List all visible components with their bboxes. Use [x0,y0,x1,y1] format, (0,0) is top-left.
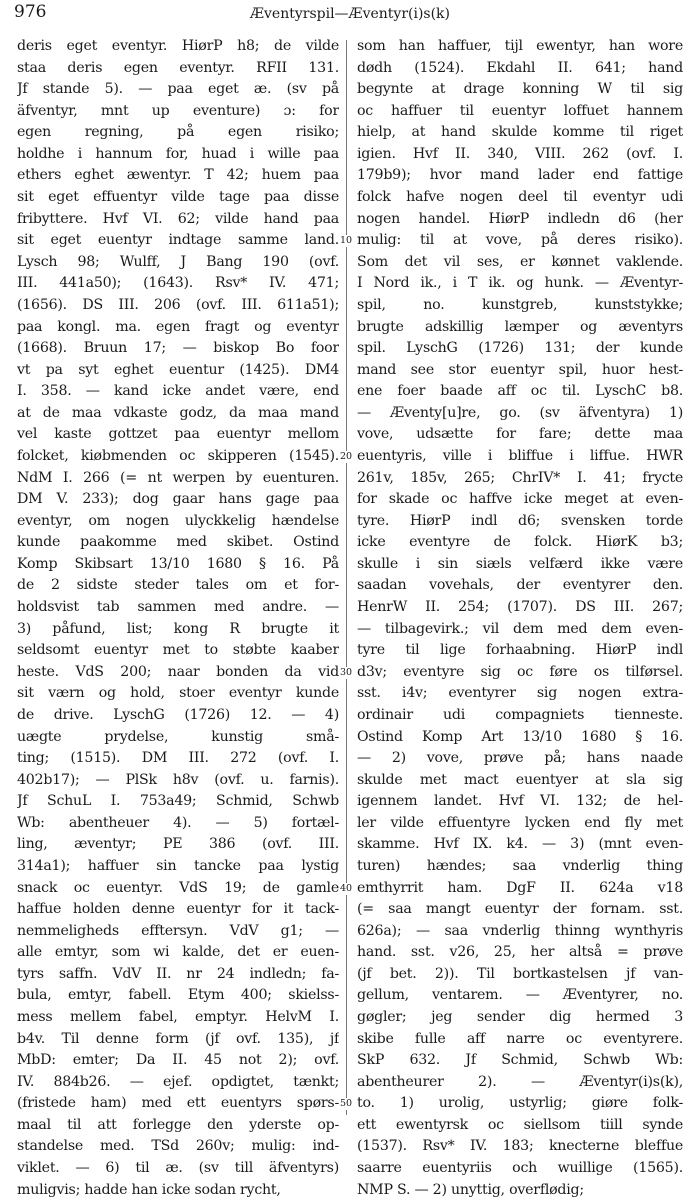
text-line: sit eget euentyr indtage samme land. [17,232,339,249]
text-line: ordinair udi compagniets tienneste. [357,706,683,723]
text-line: d3v; eventyre sig oc føre os tilførsel. [357,663,683,680]
text-line: 402b17); — PlSk h8v (ovf. u. farnis). [17,771,339,788]
text-line: skamme. Hvf IX. k4. — 3) (mnt even- [357,836,683,853]
text-line: snack oc euentyr. VdS 19; de gamle [17,879,339,896]
text-line: NdM I. 266 (= nt werpen by euenturen. [17,469,339,486]
text-line: gøgler; jeg sender dig hermed 3 [357,1009,683,1026]
text-line: hand. sst. v26, 25, her altså = prøve [357,944,683,961]
text-line: haffue holden denne euentyr for it tack- [17,901,339,918]
text-line: tyre. HiørP indl d6; svensken torde [357,512,683,529]
text-line: 626a); — saa vnderlig thinng wynthyris [357,922,683,939]
text-line: tyre til lige forhaabning. HiørP indl [357,642,683,659]
text-line: fribyttere. Hvf VI. 62; vilde hand paa [17,210,339,227]
page-number: 976 [14,2,47,22]
text-line: nemmeligheds efftersyn. VdV g1; — [17,922,339,939]
text-line: hielp, at hand skulde komme til riget [357,124,683,141]
right-column [357,36,683,1201]
text-line: gellum, ventarem. — Æventyrer, no. [357,987,683,1004]
text-line: — tilbagevirk.; vil dem med dem even- [357,620,683,637]
text-line: nogen handel. HiørP indledn d6 (her [357,210,683,227]
text-line: eventyr, om nogen ulyckkelig hændelse [17,512,339,529]
text-line: sst. i4v; eventyrer sig nogen extra- [357,685,683,702]
text-line: III. 441a50); (1643). Rsv* IV. 471; [17,275,339,292]
text-line: — Æventy[u]re, go. (sv äfventyra) 1) [357,404,683,421]
text-line: sit værn og hold, stoer eventyr kunde [17,685,339,702]
text-line: euentyris, ville i bliffue i liffue. HWR [357,447,683,464]
text-line: dødh (1524). Ekdahl II. 641; hand [357,59,683,76]
text-line: de drive. LyschG (1726) 12. — 4) [17,706,339,723]
text-line: (= saa mangt euentyr der fornam. sst. [357,901,683,918]
text-line: kunde paakomme med skibet. Ostind [17,534,339,551]
text-line: ting; (1515). DM III. 272 (ovf. I. [17,750,339,767]
text-line: SkP 632. Jf Schmid, Schwb Wb: [357,1052,683,1069]
text-line: spil. LyschG (1726) 131; der kunde [357,340,683,357]
text-line: Komp Skibsart 13/10 1680 § 16. På [17,555,339,572]
text-line: vove, udsætte for fare; dette maa [357,426,683,443]
text-line: icke eventyre de folck. HiørK b3; [357,534,683,551]
text-line: 314a1); haffuer sin tancke paa lystig [17,857,339,874]
text-line: igien. Hvf II. 340, VIII. 262 (ovf. I. [357,145,683,162]
line-number: 20 [339,451,353,463]
text-line: Jf stande 5). — paa eget æ. (sv på [17,81,339,98]
text-line: äfventyr, mnt up eventure) ɔ: for [17,102,339,119]
text-line: holdhe i hannum for, huad i wille paa [17,145,339,162]
line-number: 30 [339,666,353,678]
text-line: Jf SchuL I. 753a49; Schmid, Schwb [17,793,339,810]
text-line: emthyrrit ham. DgF II. 624a v18 [357,879,683,896]
text-line: viklet. — 6) til æ. (sv till äfventyrs) [17,1160,339,1177]
text-line: som han haffuer, tijl ewentyr, han wore [357,38,683,54]
text-line: mand see stor euentyr spil, huor hest- [357,361,683,378]
text-line: ler vilde effuentyre lycken end fly met [357,814,683,831]
text-line: — 2) vove, prøve på; hans naade [357,750,683,767]
text-line: 3) påfund, list; kong R brugte it [17,620,339,637]
text-line: heste. VdS 200; naar bonden da vid [17,663,339,680]
line-number: 50 [339,1098,353,1110]
text-line: paa kongl. ma. egen fragt og eventyr [17,318,339,335]
text-line: MbD: emter; Da II. 45 not 2); ovf. [17,1052,339,1069]
text-line: deris eget eventyr. HiørP h8; de vilde [17,38,339,54]
text-line: seldsomt euentyr met to støbte kaaber [17,642,339,659]
text-line: for skade oc haffve icke meget at even- [357,491,683,508]
text-line: staa deris egen eventyr. RFII 131. [17,59,339,76]
text-line: skibe fulle aff narre oc eventyrere. [357,1030,683,1047]
text-line: I Nord ik., i T ik. og hunk. — Æventyr- [357,275,683,292]
text-line: de 2 sidste steder tales om et for- [17,577,339,594]
text-line: I. 358. — kand icke andet være, end [17,383,339,400]
text-line: standelse med. TSd 260v; mulig: ind- [17,1138,339,1155]
text-line: ling, æventyr; PE 386 (ovf. III. [17,836,339,853]
text-line: Som det vil ses, er kønnet vaklende. [357,253,683,270]
text-line: (1656). DS III. 206 (ovf. III. 611a51); [17,296,339,313]
text-line: uægte prydelse, kunstig små- [17,728,339,745]
text-line: vt pa syt eghet euentur (1425). DM4 [17,361,339,378]
text-line: 261v, 185v, 265; ChrIV* I. 41; frycte [357,469,683,486]
text-line: to. 1) urolig, ustyrlig; giøre folk- [357,1095,683,1112]
text-line: alle emtyr, som wi kalde, det er euen- [17,944,339,961]
text-line: Lysch 98; Wulff, J Bang 190 (ovf. [17,253,339,270]
text-line: saarre euentyriis och wuillige (1565). [357,1160,683,1177]
left-column [17,36,339,1201]
text-line: at de maa vdkaste godz, da maa mand [17,404,339,421]
text-line: (1668). Bruun 17; — biskop Bo foor [17,340,339,357]
text-line: (jf bet. 2)). Til bortkastelsen jf van- [357,965,683,982]
running-head: Æventyrspil—Æventyr(i)s(k) [250,6,450,22]
text-line: 179b9); hvor mand lader end fattige [357,167,683,184]
text-line: mess mellem fabel, emptyr. HelvM I. [17,1009,339,1026]
text-line: Wb: abentheuer 4). — 5) fortæl- [17,814,339,831]
text-line: ett ewentyrsk oc siellsom tiill synde [357,1116,683,1133]
text-line: spil, no. kunstgreb, kunststykke; [357,296,683,313]
text-line: oc haffuer til euentyr loffuet hannem [357,102,683,119]
text-line: b4v. Til denne form (jf ovf. 135), jf [17,1030,339,1047]
text-line: turen) hændes; saa vnderlig thing [357,857,683,874]
column-divider [346,40,347,1115]
text-line: egen regning, på egen risiko; [17,124,339,141]
line-number: 40 [339,882,353,894]
text-line: saadan vovehals, der eventyrer den. [357,577,683,594]
text-line: skulde met mact euentyer at sla sig [357,771,683,788]
text-line: Ostind Komp Art 13/10 1680 § 16. [357,728,683,745]
text-line: folcket, kiøbmenden oc skipperen (1545). [17,447,339,464]
text-line: brugte adskillig læmper og æventyrs [357,318,683,335]
text-line: begynte at drage konning W til sig [357,81,683,98]
text-line: mulig: til at vove, på deres risiko). [357,232,683,249]
text-line: DM V. 233); dog gaar hans gage paa [17,491,339,508]
text-line: bula, emtyr, fabell. Etym 400; skielss- [17,987,339,1004]
text-line: muligvis; hadde han icke sodan rycht, [17,1181,281,1198]
text-line: folck hafve nogen deel til eventyr udi [357,189,683,206]
text-line: (1537). Rsv* IV. 183; knecterne bleffue [357,1138,683,1155]
text-line: NMP S. — 2) unyttig, overflødig; [357,1181,584,1198]
text-line: sit eget effuentyr vilde tage paa disse [17,189,339,206]
line-number: 10 [339,235,353,247]
text-line: abentheurer 2). — Æventyr(i)s(k), [357,1073,683,1090]
text-line: (fristede ham) med ett euentyrs spørs- [17,1095,339,1112]
text-line: maal til att forlegge den yderste op- [17,1116,339,1133]
text-line: skulle i sin siæls velfærd ikke være [357,555,683,572]
text-line: HenrW II. 254; (1707). DS III. 267; [357,599,683,616]
text-line: vel kaste gottzet paa euentyr mellom [17,426,339,443]
text-line: igennem landet. Hvf VI. 132; de hel- [357,793,683,810]
text-line: IV. 884b26. — ejef. opdigtet, tænkt; [17,1073,339,1090]
text-line: tyrs saffn. VdV II. nr 24 indledn; fa- [17,965,339,982]
text-line: ene foer baade aff oc til. LyschC b8. [357,383,683,400]
text-line: holdsvist tab sammen med andre. — [17,599,339,616]
text-line: ethers eghet æwentyr. T 42; huem paa [17,167,339,184]
